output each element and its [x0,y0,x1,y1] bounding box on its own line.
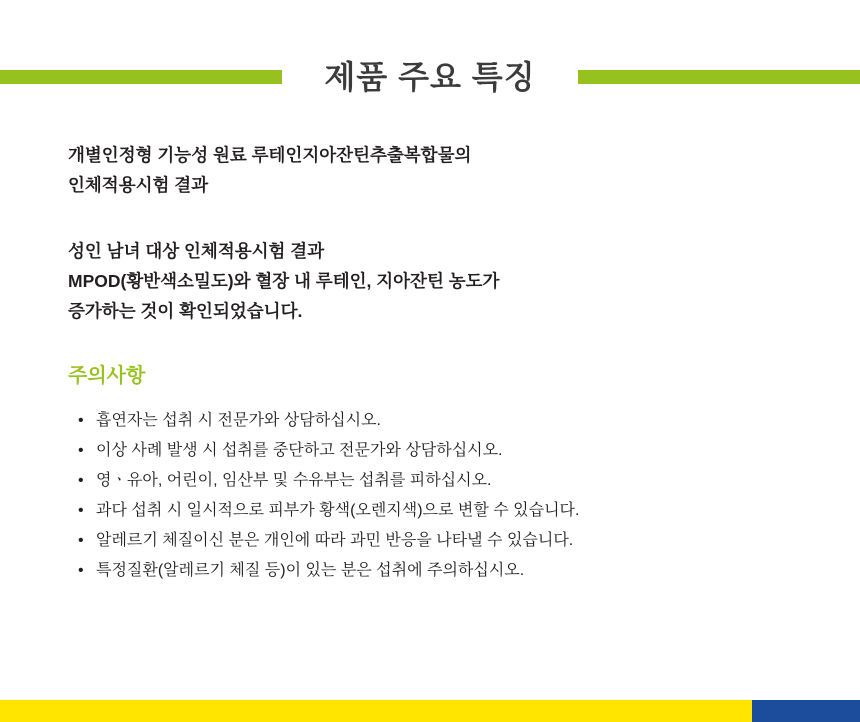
intro-line-2: 인체적용시험 결과 [68,175,209,195]
bullet-icon: • [78,562,84,579]
bullet-icon: • [78,472,84,489]
caution-heading: 주의사항 [68,365,146,387]
title-rule-left [0,70,282,84]
intro-line-1: 개별인정형 기능성 원료 루테인지아잔틴추출복합물의 [68,145,472,165]
list-item [68,496,808,526]
list-item [68,526,808,556]
page-title-band [0,59,860,95]
caution-list [68,406,808,586]
list-item-label: 이상 사례 발생 시 섭취를 중단하고 전문가와 상담하십시오. [96,442,503,459]
list-item-label: 알레르기 체질이신 분은 개인에 따라 과민 반응을 나타낼 수 있습니다. [96,532,574,549]
footer-bar-left [0,700,752,722]
footer-bar-right [752,700,860,722]
result-line-3: 증가하는 것이 확인되었습니다. [68,301,303,321]
result-line-1: 성인 남녀 대상 인체적용시험 결과 [68,241,325,261]
page-title: 제품 주요 특징 [324,59,536,95]
list-item-label: 과다 섭취 시 일시적으로 피부가 황색(오렌지색)으로 변할 수 있습니다. [96,502,580,519]
list-item [68,466,808,496]
section-spacer [68,326,808,362]
content-area [68,140,808,586]
list-item [68,436,808,466]
list-item-label: 흡연자는 섭취 시 전문가와 상담하십시오. [96,412,381,429]
list-item-label: 영ㆍ유아, 어린이, 임산부 및 수유부는 섭취를 피하십시오. [96,472,492,489]
bullet-icon: • [78,442,84,459]
list-item [68,406,808,436]
result-paragraph [68,236,808,326]
list-item-label: 특정질환(알레르기 체질 등)이 있는 분은 섭취에 주의하십시오. [96,562,525,579]
list-item [68,556,808,586]
paragraph-spacer [68,200,808,236]
bullet-icon: • [78,532,84,549]
result-line-2: MPOD(황반색소밀도)와 혈장 내 루테인, 지아잔틴 농도가 [68,271,500,291]
bullet-icon: • [78,412,84,429]
footer-bars [0,700,860,722]
bullet-icon: • [78,502,84,519]
intro-paragraph [68,140,808,200]
title-rule-right [578,70,860,84]
